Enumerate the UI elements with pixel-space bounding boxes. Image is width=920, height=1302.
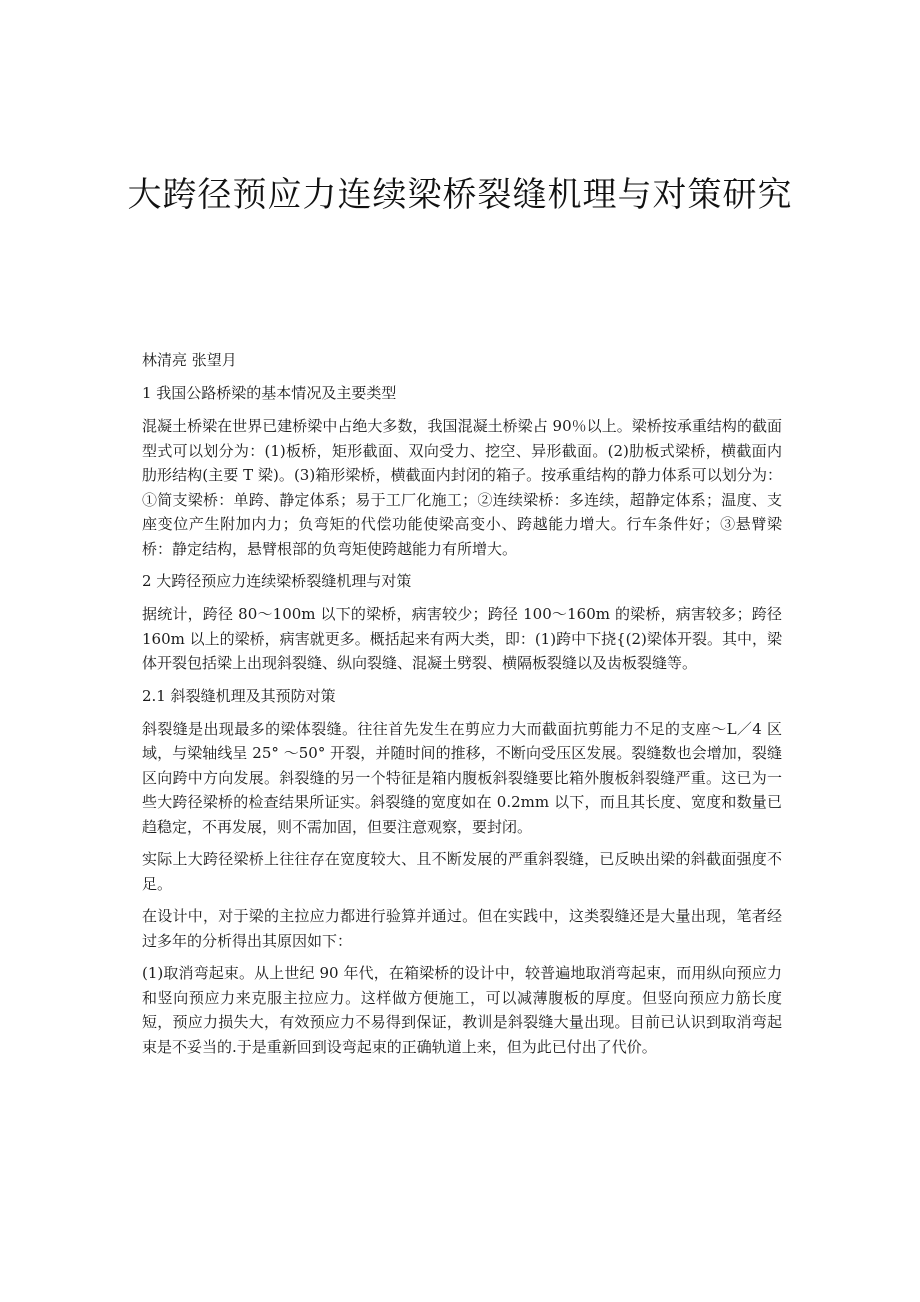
section-2-1-paragraph-3: 在设计中，对于梁的主拉应力都进行验算并通过。但在实践中，这类裂缝还是大量出现，笔者经过多年的分析得出其原因如下： — [142, 907, 782, 950]
document-title: 大跨径预应力连续梁桥裂缝机理与对策研究 — [127, 175, 793, 215]
section-2-1-paragraph-4: (1)取消弯起束。从上世纪 90 年代，在箱梁桥的设计中，较普遍地取消弯起束，而用纵向预应力和竖向预应力来克服主拉应力。这样做方便施工，可以减薄腹板的厚度。但竖向预应力筋长度短，预应力损失大，有效预应力不易得到保证，教训是斜裂缝大量出现。目前已认识到取消弯起束是不妥当的.于是重新回到设弯起束的正确轨道上来，但为此已付出了代价。 — [142, 964, 782, 1056]
author-line: 林清亮 张望月 — [142, 351, 237, 369]
section-1-paragraph: 混凝土桥梁在世界已建桥梁中占绝大多数，我国混凝土桥梁占 90％以上。梁桥按承重结构的截面型式可以划分为：(1)板桥，矩形截面、双向受力、挖空、异形截面。(2)肋板式梁桥，横截面内肋形结构(主要 T 梁)。(3)箱形梁桥，横截面内封闭的箱子。按承重结构的静力体系可以划分为：①简支梁桥：单跨、静定体系；易于工厂化施工；②连续梁桥：多连续，超静定体系；温度、支座变位产生附加内力；负弯矩的代偿功能使梁高变小、跨越能力增大。行车条件好；③悬臂梁桥：静定结构，悬臂根部的负弯矩使跨越能力有所增大。 — [142, 417, 782, 558]
section-2-heading: 2 大跨径预应力连续梁桥裂缝机理与对策 — [142, 572, 412, 590]
section-2-paragraph: 据统计，跨径 80～100m 以下的梁桥，病害较少；跨径 100～160m 的梁桥，病害较多；跨径 160m 以上的梁桥，病害就更多。概括起来有两大类，即：(1)跨中下挠{(2)梁体开裂。其中，梁体开裂包括梁上出现斜裂缝、纵向裂缝、混凝土劈裂、横隔板裂缝以及齿板裂缝等。 — [142, 605, 782, 672]
document-body — [142, 348, 782, 1067]
section-1-heading: 1 我国公路桥梁的基本情况及主要类型 — [142, 384, 397, 402]
section-2-1-heading: 2.1 斜裂缝机理及其预防对策 — [142, 686, 336, 705]
section-2-1-paragraph-2: 实际上大跨径梁桥上往往存在宽度较大、且不断发展的严重斜裂缝，已反映出梁的斜截面强度不足。 — [142, 850, 782, 893]
section-2-1-paragraph-1: 斜裂缝是出现最多的梁体裂缝。往往首先发生在剪应力大而截面抗剪能力不足的支座～L／4 区域，与梁轴线呈 25° ～50° 开裂，并随时间的推移，不断向受压区发展。裂缝数也会增加，裂缝区向跨中方向发展。斜裂缝的另一个特征是箱内腹板斜裂缝要比箱外腹板斜裂缝严重。这已为一些大跨径梁桥的检查结果所证实。斜裂缝的宽度如在 0.2mm 以下，而且其长度、宽度和数量已趋稳定，不再发展，则不需加固，但要注意观察，要封闭。 — [142, 719, 782, 836]
